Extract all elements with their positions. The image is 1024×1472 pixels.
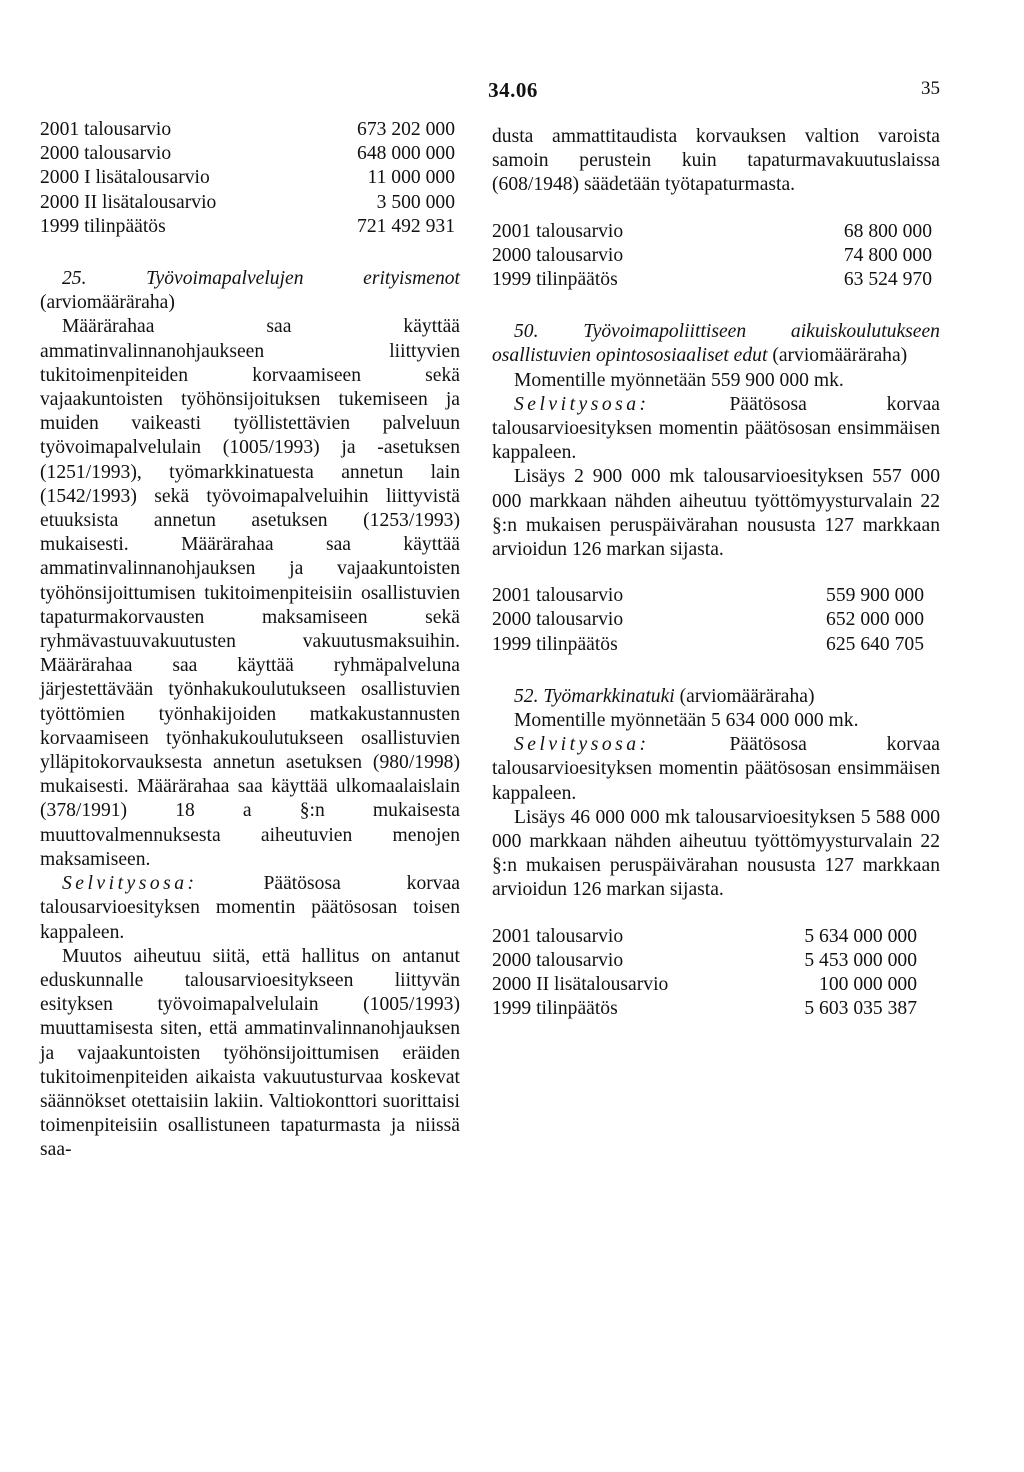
item-25-heading <box>40 267 460 315</box>
figure-row <box>40 215 455 239</box>
item-52-number: 52. <box>514 685 539 707</box>
figure-label: 2000 talousarvio <box>492 949 624 971</box>
figure-label: 2000 talousarvio <box>40 143 172 165</box>
figure-label: 1999 tilinpäätös <box>492 998 618 1020</box>
item-50-figures-table <box>492 584 924 657</box>
figure-row <box>492 997 917 1021</box>
item-52-grant: Momentille myönnetään 5 634 000 000 mk. <box>514 710 859 732</box>
figure-amount: 559 900 000 <box>826 585 924 607</box>
item-50-title: Työvoimapoliittiseen aikuiskoulutukseen osallistuvien opintososiaaliset edut <box>492 321 940 367</box>
item-52-title: Työmarkkinatuki <box>543 685 675 707</box>
item-25-title: Työvoimapalvelujen erityismenot <box>146 268 460 290</box>
figure-row <box>492 949 917 973</box>
figure-amount: 648 000 000 <box>357 143 455 165</box>
item-50-type: (arviomääräraha) <box>772 345 908 367</box>
figure-amount: 673 202 000 <box>357 119 455 140</box>
page-number: 35 <box>921 78 940 99</box>
right-column <box>492 125 940 1022</box>
figure-row <box>492 633 924 657</box>
figure-label: 2001 talousarvio <box>40 119 172 140</box>
figure-row <box>40 191 455 215</box>
figure-label: 1999 tilinpäätös <box>40 215 166 237</box>
item-50-paragraph: Lisäys 2 900 000 mk talousarvioesityksen 557 000 000 markkaan nähden aiheutuu työttömyysturvalain 22 §:n mukaisen peruspäivärahan noususta 127 markkaan arvioidun 126 markan sijasta. <box>492 466 940 561</box>
figure-row <box>492 244 932 268</box>
figure-label: 2001 talousarvio <box>492 585 624 607</box>
selvitysosa-text: Päätösosa korvaa talousarvioesityksen momentin päätösosan toisen kappaleen. <box>40 873 460 943</box>
section-number: 34.06 <box>488 78 538 102</box>
item-25-type: (arviomääräraha) <box>40 292 175 314</box>
figure-amount: 5 603 035 387 <box>804 998 917 1020</box>
item-50-selvitysosa <box>492 393 940 466</box>
figure-row <box>492 220 932 244</box>
figure-amount: 11 000 000 <box>367 167 455 189</box>
figure-amount: 652 000 000 <box>826 609 924 631</box>
figure-row <box>492 584 924 608</box>
item-52-type: (arviomääräraha) <box>679 685 815 707</box>
figure-row <box>40 118 455 142</box>
continuation-paragraph: dusta ammattitaudista korvauksen valtion varoista samoin perustein kuin tapaturmavakuutuslaissa (608/1948) säädetään työtapaturmasta. <box>492 126 940 196</box>
figure-amount: 74 800 000 <box>843 244 932 266</box>
selvitysosa-text: Päätösosa korvaa talousarvioesityksen momentin päätösosan ensimmäisen kappaleen. <box>492 393 940 464</box>
top-figures-table <box>40 118 455 239</box>
selvitysosa-label: Selvitysosa: <box>514 734 650 756</box>
selvitysosa-label: Selvitysosa: <box>514 393 650 415</box>
item-25-paragraph-3: Muutos aiheutuu siitä, että hallitus on antanut eduskunnalle talousarvioesitykseen liittyvän esityksen työvoimapalvelulain (1005/1993) muuttamisesta siten, että ammatinvalinnanohjauksen ja vajaakuntoisten työhönsijoittumisen eräiden tukitoimenpiteiden aikaista vakuutusturvaa koskevat säännökset otettaisiin lakiin. Valtiokonttori suorittaisi toimenpiteisiin osallistuneen tapaturmasta ja niissä saa- <box>40 945 460 1161</box>
left-column <box>40 118 460 1163</box>
item-25-figures-table <box>492 220 932 293</box>
figure-amount: 5 634 000 000 <box>804 925 917 947</box>
item-52-paragraph: Lisäys 46 000 000 mk talousarvioesityksen 5 588 000 000 markkaan nähden aiheutuu työttömyysturvalain 22 §:n mukaisen peruspäivärahan noususta 127 markkaan arvioidun 126 markan sijasta. <box>492 806 940 901</box>
figure-row <box>492 608 924 632</box>
figure-label: 1999 tilinpäätös <box>492 633 618 655</box>
figure-label: 2000 II lisätalousarvio <box>492 974 669 996</box>
figure-amount: 100 000 000 <box>819 974 917 996</box>
figure-amount: 3 500 000 <box>376 191 455 213</box>
item-50-number: 50. <box>514 321 539 343</box>
item-25-number: 25. <box>62 268 87 290</box>
item-25-selvitysosa <box>40 872 460 945</box>
item-52-heading <box>492 685 940 709</box>
figure-label: 2000 talousarvio <box>492 609 624 631</box>
item-52-selvitysosa <box>492 733 940 806</box>
figure-amount: 625 640 705 <box>826 633 924 655</box>
figure-amount: 721 492 931 <box>357 215 455 237</box>
item-50-heading <box>492 320 940 368</box>
selvitysosa-label: Selvitysosa: <box>62 873 198 895</box>
figure-row <box>492 973 917 997</box>
selvitysosa-text: Päätösosa korvaa talousarvioesityksen momentin päätösosan ensimmäisen kappaleen. <box>492 734 940 804</box>
figure-amount: 63 524 970 <box>843 269 932 291</box>
figure-amount: 5 453 000 000 <box>804 949 917 971</box>
figure-row <box>40 142 455 166</box>
item-52-figures-table <box>492 925 917 1022</box>
figure-amount: 68 800 000 <box>843 220 932 242</box>
figure-row <box>40 166 455 190</box>
figure-row <box>492 268 932 292</box>
figure-label: 2000 I lisätalousarvio <box>40 167 210 189</box>
figure-label: 2000 II lisätalousarvio <box>40 191 217 213</box>
figure-row <box>492 925 917 949</box>
item-25-paragraph-1: Määrärahaa saa käyttää ammatinvalinnanohjaukseen liittyvien tukitoimenpiteiden korvaamiseen sekä vajaakuntoisten työhönsijoituksen tukemiseen ja muiden vaikeasti työllistettävien palveluun työvoimapalvelulain (1005/1993) ja -asetuksen (1251/1993), työmarkkinatuesta annetun lain (1542/1993) sekä työvoimapalveluihin liittyvistä etuuksista annetun asetuksen (1253/1993) mukaisesti. Määrärahaa saa käyttää ammatinvalinnanohjauksen ja vajaakuntoisten työhönsijoittumisen tukitoimenpiteisiin osallistuvien tapaturmakorvausten maksamiseen sekä ryhmävastuuvakuutusten vakuutusmaksuihin. Määrärahaa saa käyttää ryhmäpalveluna järjestettävään työnhakukoulutukseen osallistuvien työttömien työnhakijoiden matkakustannusten korvaamiseen työnhakukoulutukseen osallistuvien ylläpitokorvauksesta annetun asetuksen (980/1998) mukaisesti. Määrärahaa saa käyttää ulkomaalaislain (378/1991) 18 a §:n mukaisesta muuttovalmennuksesta aiheutuvien menojen maksamiseen. <box>40 316 460 870</box>
figure-label: 1999 tilinpäätös <box>492 269 618 291</box>
figure-label: 2001 talousarvio <box>492 925 624 947</box>
figure-label: 2001 talousarvio <box>492 220 624 242</box>
figure-label: 2000 talousarvio <box>492 244 624 266</box>
item-50-grant: Momentille myönnetään 559 900 000 mk. <box>514 369 844 391</box>
